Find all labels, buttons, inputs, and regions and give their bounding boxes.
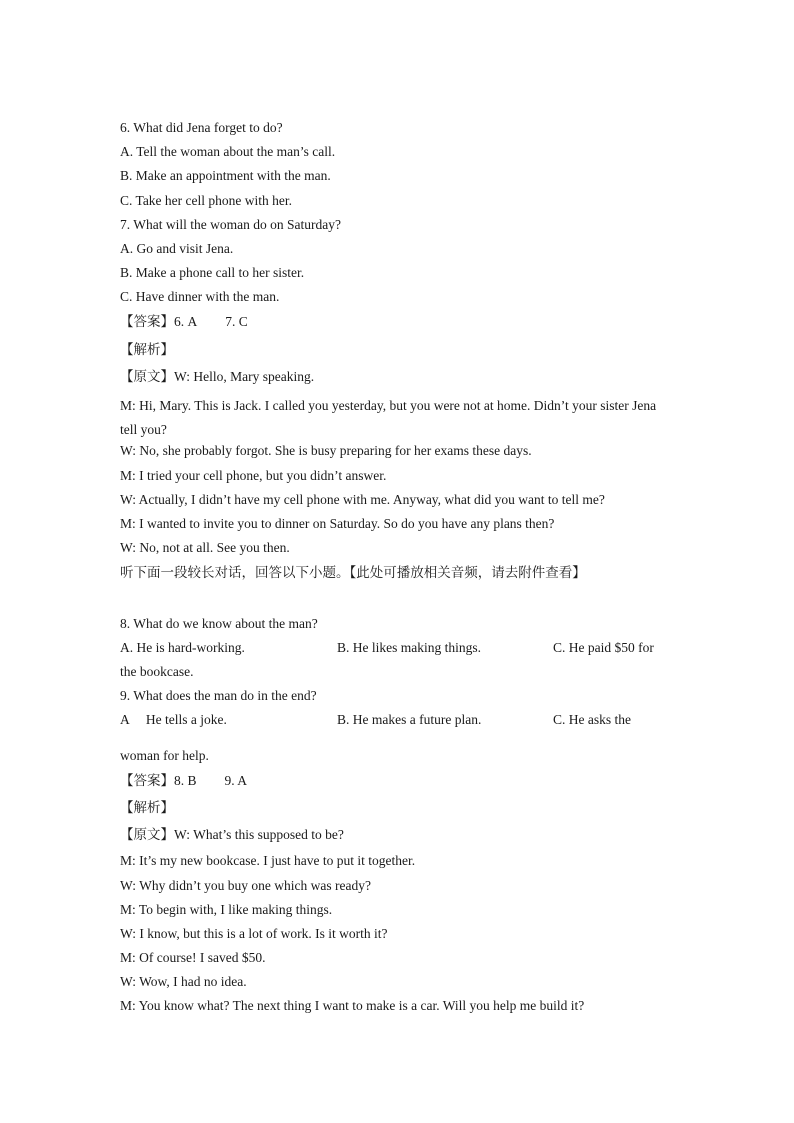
analysis-label: 【解析】 — [120, 800, 174, 816]
question-6: 6. What did Jena forget to do? — [120, 120, 283, 135]
transcript-line: M: It’s my new bookcase. I just have to put it together. — [120, 853, 416, 868]
question-8-option-b: B. He likes making things. — [337, 640, 481, 655]
transcript-line: M: You know what? The next thing I want to make is a car. Will you help me build it? — [120, 998, 585, 1013]
answer-label: 【答案】 — [120, 773, 174, 789]
question-8: 8. What do we know about the man? — [120, 616, 318, 631]
question-6-option-b: B. Make an appointment with the man. — [120, 168, 331, 183]
transcript-line: W: No, not at all. See you then. — [120, 540, 290, 555]
question-7-option-b: B. Make a phone call to her sister. — [120, 265, 305, 280]
question-9: 9. What does the man do in the end? — [120, 688, 317, 703]
question-9-option-a: A He tells a joke. — [120, 712, 227, 727]
transcript-line: M: Hi, Mary. This is Jack. I called you yesterday, but you were not at home. Didn’t your sister Jena tell you? — [120, 398, 657, 437]
transcript-first-line — [120, 368, 314, 386]
transcript-line: M: To begin with, I like making things. — [120, 902, 333, 917]
answer-line — [120, 772, 247, 790]
answer-6: 6. A — [174, 314, 198, 329]
transcript-line: W: Hello, Mary speaking. — [174, 369, 315, 384]
question-7: 7. What will the woman do on Saturday? — [120, 217, 341, 232]
answer-line — [120, 313, 248, 331]
transcript-line: W: I know, but this is a lot of work. Is it worth it? — [120, 926, 388, 941]
question-8-option-a: A. He is hard-working. — [120, 640, 245, 655]
transcript-line: M: Of course! I saved $50. — [120, 950, 266, 965]
listening-instruction: 听下面一段较长对话，回答以下小题。【此处可播放相关音频，请去附件查看】 — [120, 565, 586, 581]
question-9-option-b: B. He makes a future plan. — [337, 712, 482, 727]
transcript-line: W: Why didn’t you buy one which was ready? — [120, 878, 371, 893]
transcript-line: M: I tried your cell phone, but you didn’t answer. — [120, 468, 387, 483]
transcript-line: W: Actually, I didn’t have my cell phone with me. Anyway, what did you want to tell me? — [120, 492, 605, 507]
question-8-option-c: C. He paid $50 for — [553, 640, 654, 655]
analysis-label: 【解析】 — [120, 342, 174, 358]
question-6-option-a: A. Tell the woman about the man’s call. — [120, 144, 336, 159]
question-9-option-c-continued: woman for help. — [120, 748, 209, 763]
transcript-line: W: Wow, I had no idea. — [120, 974, 247, 989]
answer-label: 【答案】 — [120, 314, 174, 330]
question-7-option-c: C. Have dinner with the man. — [120, 289, 280, 304]
transcript-label: 【原文】 — [120, 827, 174, 843]
answer-7: 7. C — [225, 314, 248, 329]
transcript-label: 【原文】 — [120, 369, 174, 385]
question-7-option-a: A. Go and visit Jena. — [120, 241, 234, 256]
transcript-line: M: I wanted to invite you to dinner on Saturday. So do you have any plans then? — [120, 516, 555, 531]
transcript-line: W: No, she probably forgot. She is busy preparing for her exams these days. — [120, 443, 532, 458]
transcript-line: W: What’s this supposed to be? — [174, 827, 344, 842]
question-6-option-c: C. Take her cell phone with her. — [120, 193, 293, 208]
question-8-option-c-continued: the bookcase. — [120, 664, 194, 679]
answer-8: 8. B — [174, 773, 197, 788]
answer-9: 9. A — [224, 773, 248, 788]
transcript-first-line — [120, 826, 344, 844]
question-9-option-c: C. He asks the — [553, 712, 631, 727]
